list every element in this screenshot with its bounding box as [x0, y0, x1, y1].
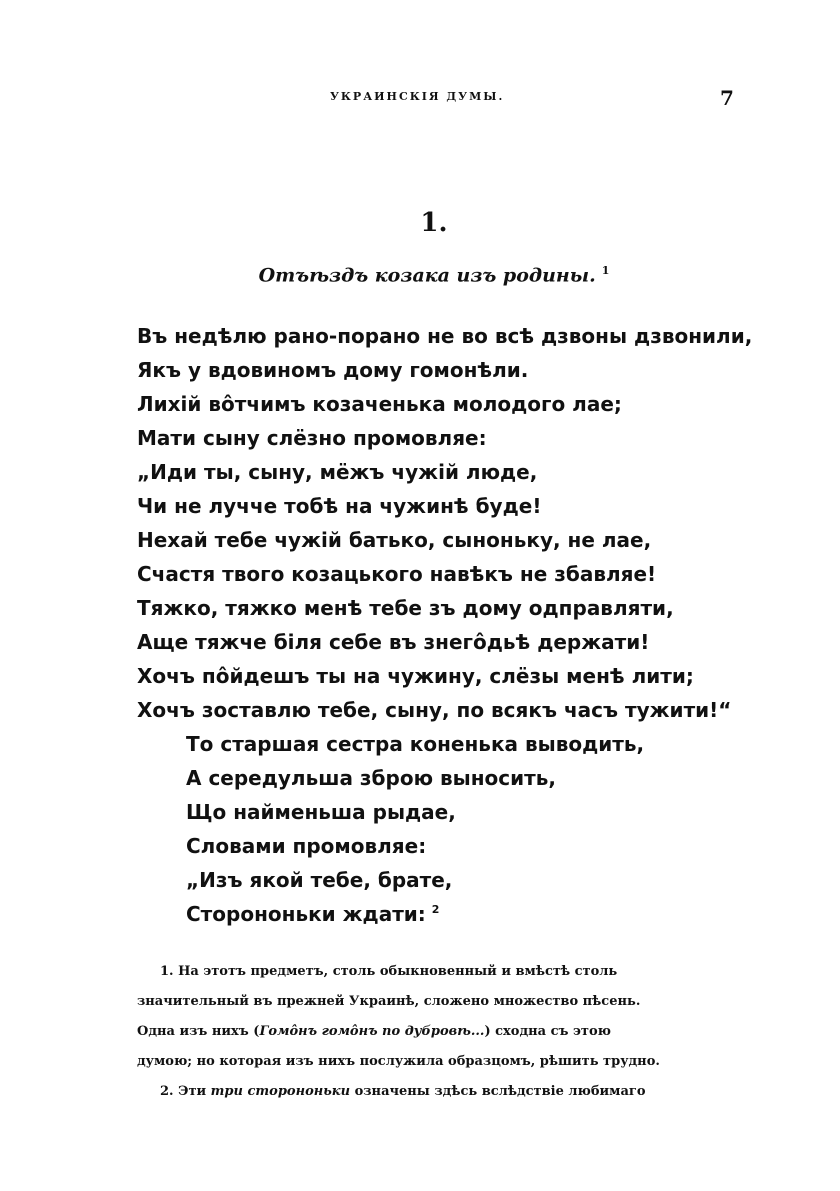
- footnote-text: ) сходна съ этою: [484, 1024, 611, 1039]
- verse-line: „Изъ якой тебе, брате,: [186, 868, 453, 892]
- verse-line: Аще тяжче бiля себе въ знегôдьѣ держати!: [137, 630, 650, 654]
- footnote-1-line: 1. На этотъ предметъ, столь обыкновенный и вмѣстѣ столь: [160, 964, 618, 979]
- verse-line-text: Сторононьки ждати:: [186, 902, 426, 926]
- footnote-1-line: значительный въ прежней Украинѣ, сложено множество пѣсень.: [137, 994, 641, 1009]
- poem-title: [0, 264, 840, 286]
- footnote-1-line: [137, 1024, 611, 1039]
- verse-line: Словами промовляе:: [186, 834, 427, 858]
- verse-line: Мати сыну слёзно промовляе:: [137, 426, 487, 450]
- footnote-text: означены здѣсь вслѣдствiе любимаго: [350, 1084, 646, 1099]
- running-head: УКРАИНСКIЯ ДУМЫ.: [330, 90, 505, 103]
- footnote-1-line: думою; но которая изъ нихъ послужила образцомъ, рѣшить трудно.: [137, 1054, 660, 1069]
- poem-title-text: Отъѣздъ козака изъ родины.: [258, 264, 596, 287]
- footnote-text: Одна изъ нихъ (: [137, 1024, 260, 1039]
- verse-line: То старшая сестра коненька выводить,: [186, 732, 645, 756]
- verse-line: А середульша зброю выносить,: [186, 766, 556, 790]
- verse-line: Въ недѣлю рано-порано не во всѣ дзвоны дзвонили,: [137, 324, 753, 348]
- verse-line: Якъ у вдовиномъ дому гомонѣли.: [137, 358, 529, 382]
- verse-line: Що найменьша рыдае,: [186, 800, 456, 824]
- verse-line: Счастя твого козацького навѣкъ не збавляе!: [137, 562, 657, 586]
- verse-line: Лихiй вôтчимъ козаченька молодого лае;: [137, 392, 622, 416]
- footnote-marker-1: 1: [601, 264, 610, 277]
- verse-line: Чи не лучче тобѣ на чужинѣ буде!: [137, 494, 542, 518]
- verse-line: Тяжко, тяжко менѣ тебе зъ дому одправляти,: [137, 596, 674, 620]
- verse-line: Хочъ пôйдешъ ты на чужину, слёзы менѣ лити;: [137, 664, 694, 688]
- footnote-text: 2. Эти: [160, 1084, 211, 1099]
- footnote-emphasis: три сторононьки: [210, 1084, 351, 1099]
- verse-line: „Иди ты, сыну, мёжъ чужiй люде,: [137, 460, 538, 484]
- page-number: 7: [720, 86, 734, 110]
- footnote-2-line: [160, 1084, 646, 1099]
- footnote-song-title: Гомôнъ гомôнъ по дубровѣ...: [259, 1024, 485, 1039]
- verse-line: Хочъ зоставлю тебе, сыну, по всякъ часъ тужити!“: [137, 698, 732, 722]
- verse-line: Нехай тебе чужiй батько, сыноньку, не лае,: [137, 528, 652, 552]
- footnote-marker-2: 2: [431, 903, 440, 917]
- verse-line: [186, 902, 439, 926]
- section-number: 1.: [420, 208, 448, 238]
